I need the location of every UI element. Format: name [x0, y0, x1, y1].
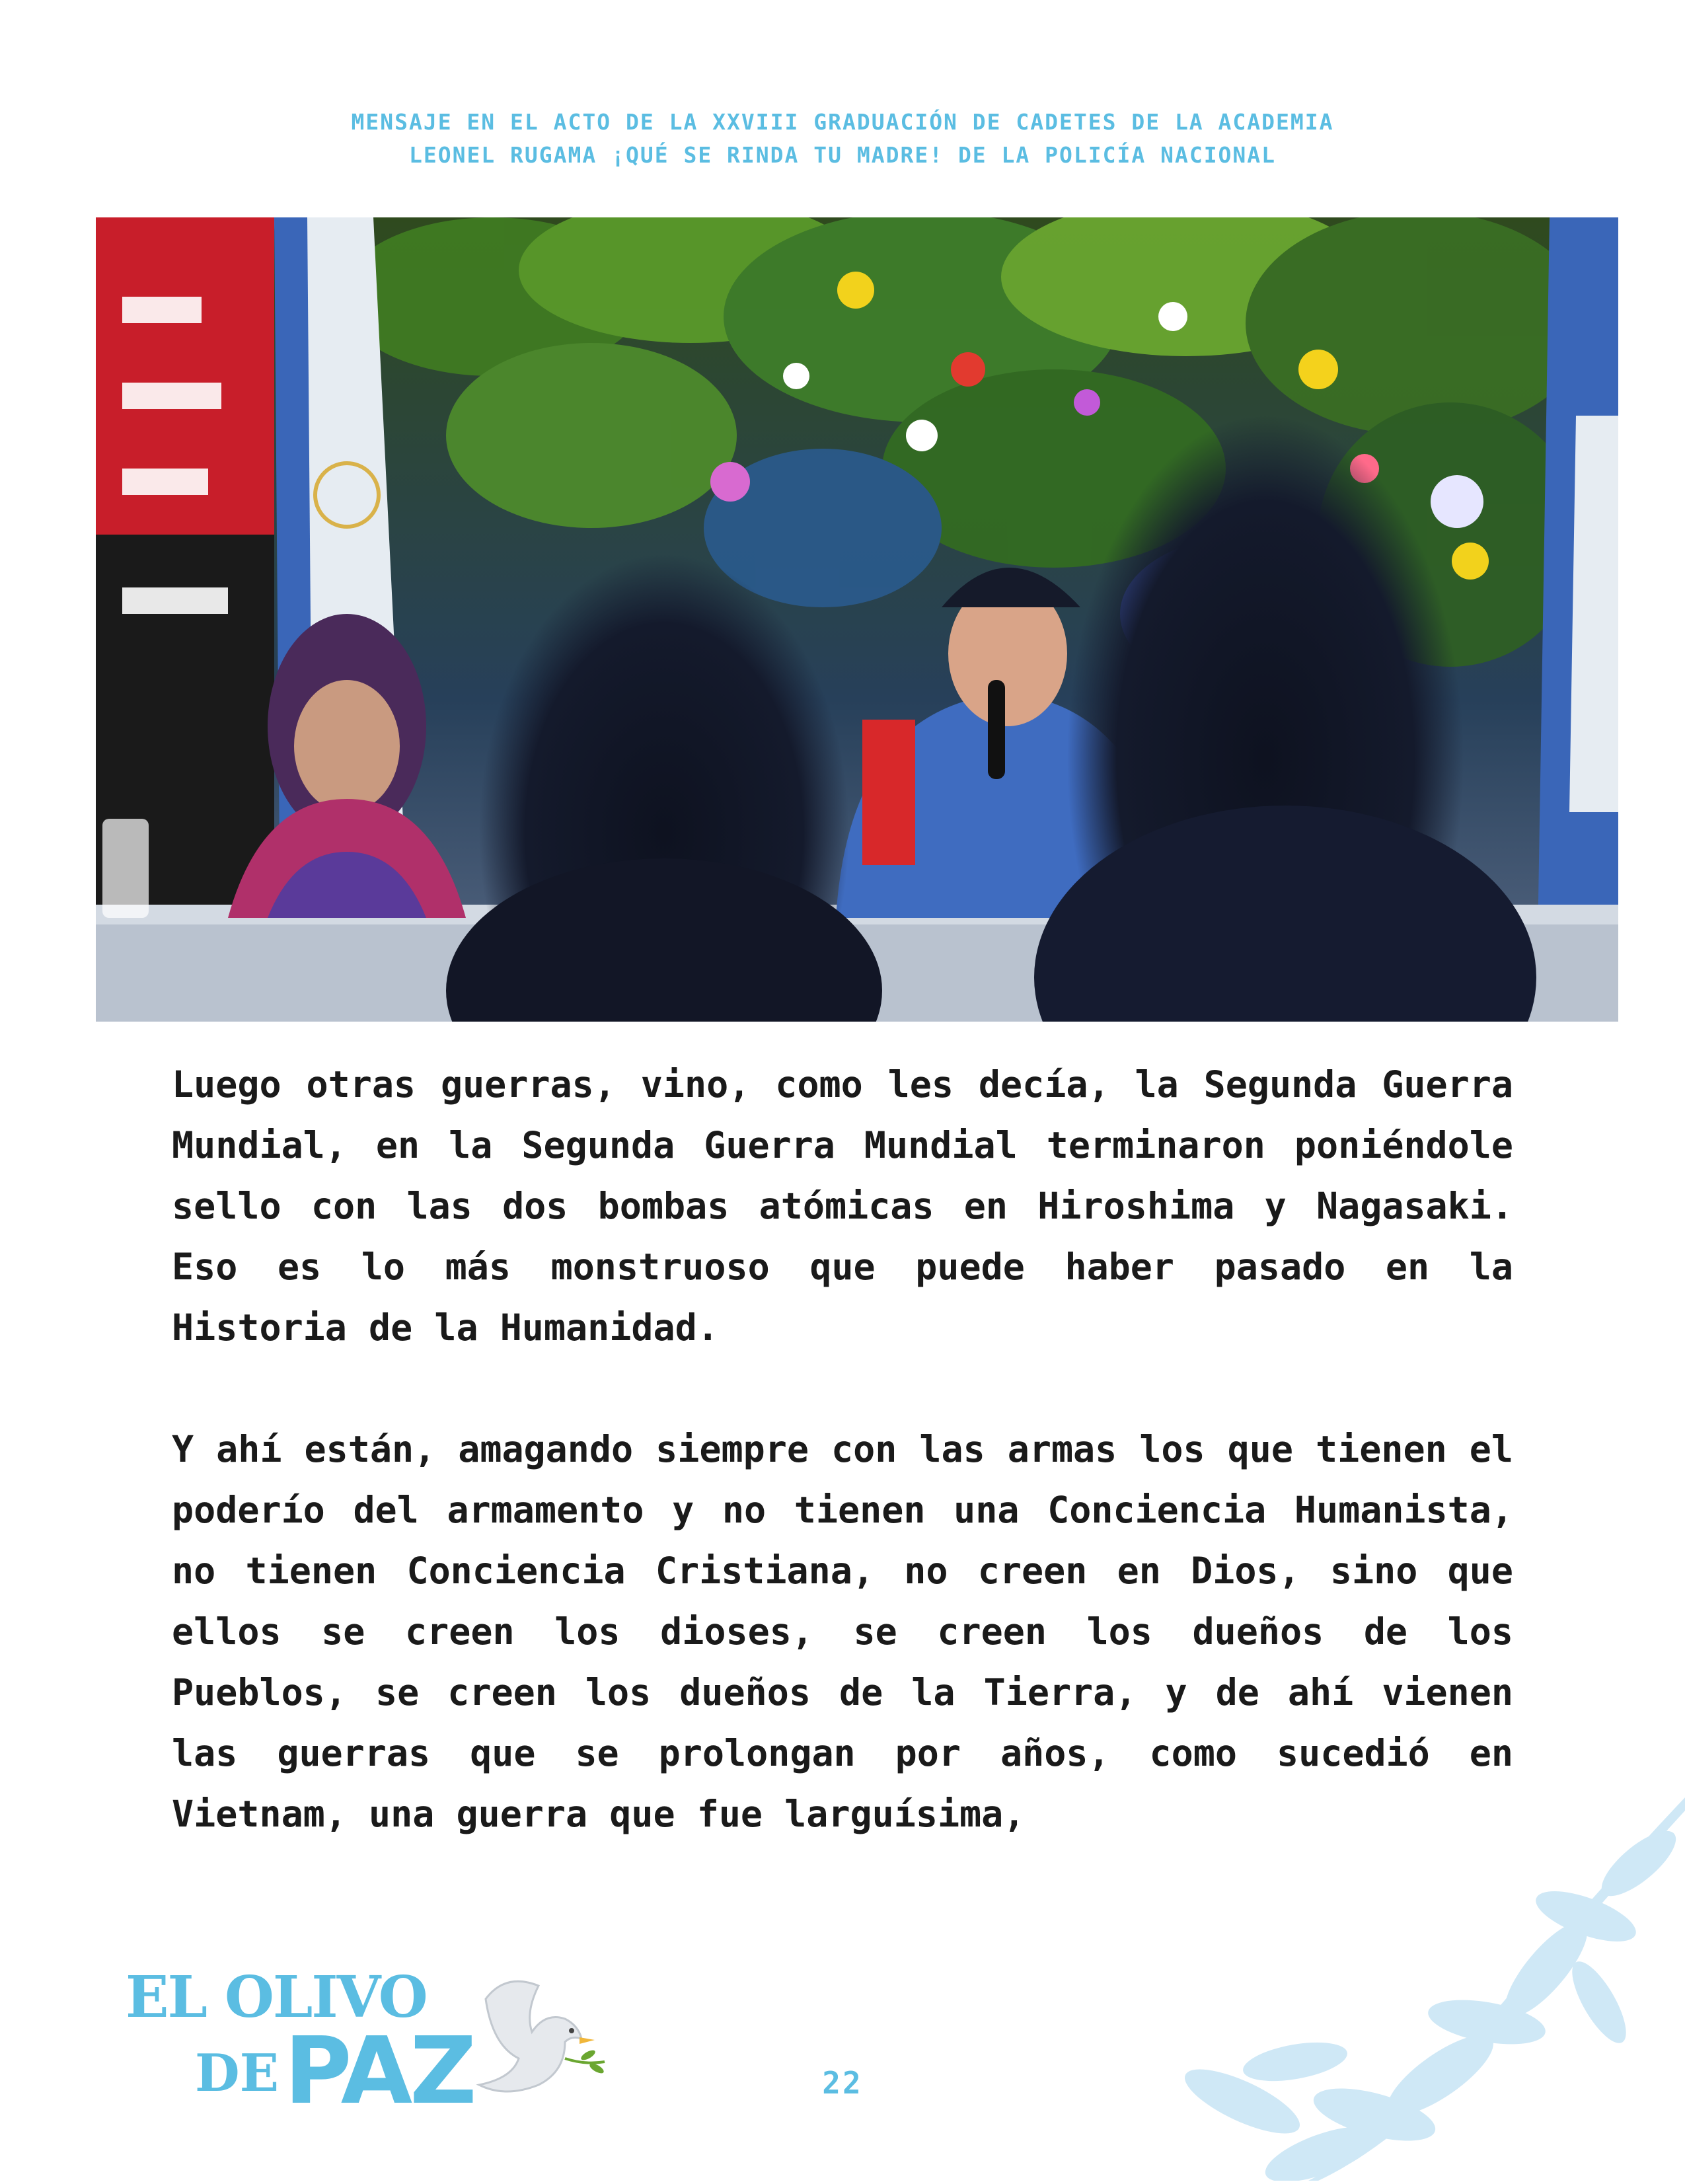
paragraph-2: Y ahí están, amagando siempre con las armas los que tienen el poderío del armamento y no tienen una Conciencia Humanista, no tienen Conciencia Cristiana, no creen en Dios, sino que ellos se creen los dioses, se creen los dueños de los Pueblos, se creen los dueños de la Tierra, y de ahí vienen las guerras que se prolongan por años, como sucedió en Vietnam, una guerra que fue larguísima,	[172, 1428, 1513, 1835]
event-photo	[96, 217, 1618, 1022]
page-number: 22	[822, 2065, 863, 2101]
paragraph-1: Luego otras guerras, vino, como les decía, la Segunda Guerra Mundial, en la Segunda Guerra Mundial terminaron poniéndole sello con las dos bombas atómicas en Hiroshima y Nagasaki. Eso es lo más monstruoso que puede haber pasado en la Historia de la Humanidad.	[172, 1063, 1513, 1349]
header-line-1: MENSAJE EN EL ACTO DE LA XXVIII GRADUACIÓN DE CADETES DE LA ACADEMIA	[351, 109, 1334, 135]
body-text	[172, 1054, 1513, 1844]
logo-text-de: DE	[195, 2043, 280, 2103]
logo-text-el-olivo: EL OLIVO	[126, 1964, 427, 2031]
el-olivo-de-paz-logo	[122, 1964, 611, 2125]
logo-text-paz: PAZ	[284, 2017, 474, 2125]
dove-icon	[466, 1973, 608, 2105]
olive-branch-decoration	[1176, 1784, 1685, 2181]
header-line-2: LEONEL RUGAMA ¡QUÉ SE RINDA TU MADRE! DE LA POLICÍA NACIONAL	[408, 142, 1277, 168]
page-header	[0, 106, 1685, 172]
